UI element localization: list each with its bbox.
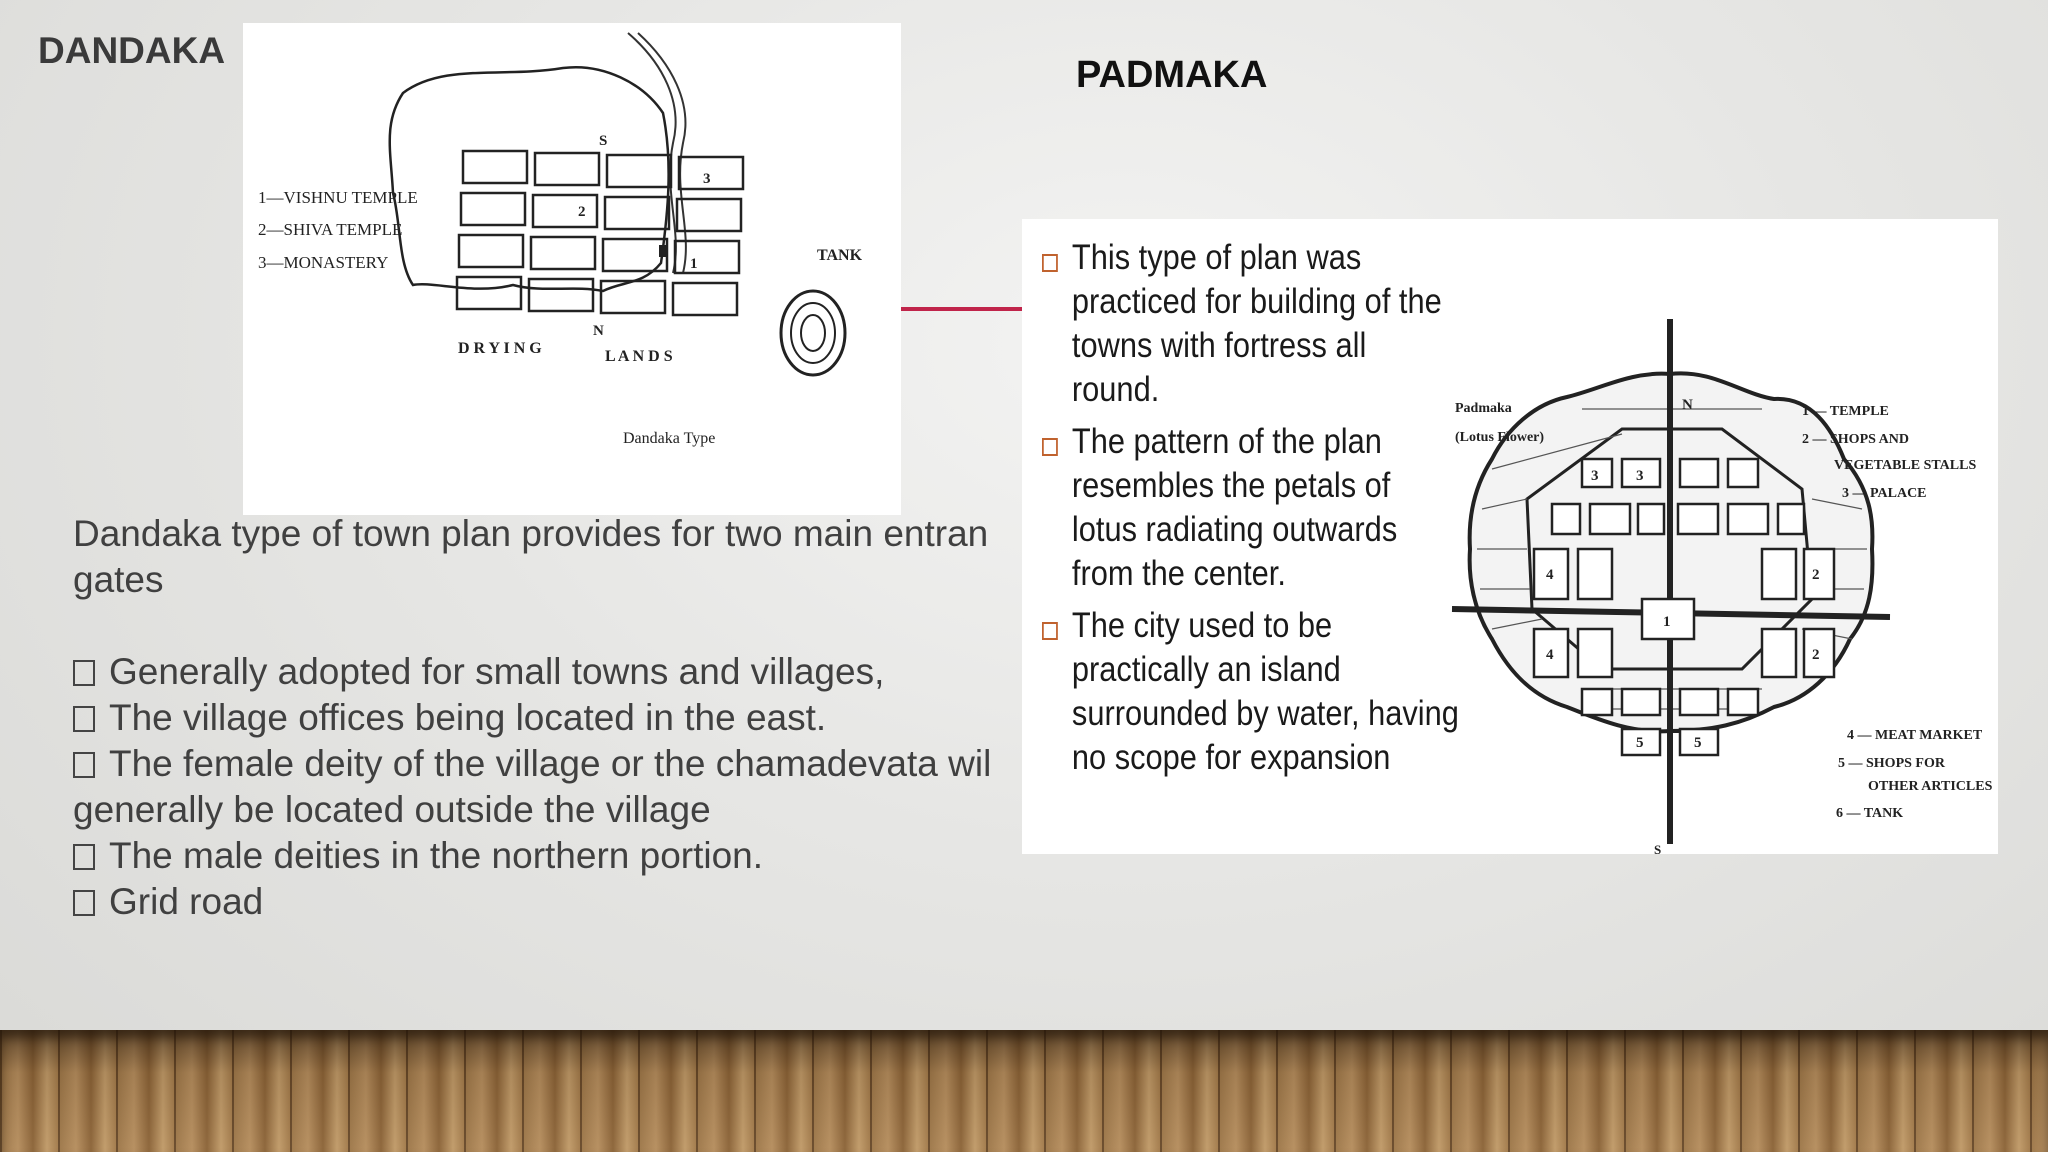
padmaka-number: 3 (1636, 468, 1644, 484)
legend-line-3: 3—MONASTERY (258, 253, 389, 272)
block-number-3: 3 (703, 171, 711, 187)
tank-label: TANK (817, 247, 863, 264)
legend-line-2: 2—SHIVA TEMPLE (258, 220, 403, 239)
bullet-continuation: generally be located outside the village (73, 789, 711, 830)
connector-line (901, 307, 1022, 311)
square-bullet-icon (1042, 438, 1058, 456)
padmaka-legend-2b: VEGETABLE STALLS (1834, 458, 1977, 473)
padmaka-legend-6: 6 — TANK (1836, 806, 1904, 821)
padmaka-legend-5: 5 — SHOPS FOR (1838, 756, 1945, 771)
padmaka-number: 5 (1636, 735, 1644, 751)
padmaka-title: PADMAKA (1076, 54, 1268, 96)
bullet-item: The village offices being located in the east. (73, 695, 1023, 741)
padmaka-number: 4 (1546, 647, 1554, 663)
padmaka-bullet: The pattern of the plan resembles the petals of lotus radiating outwards from the center. (1042, 420, 1459, 596)
padmaka-number: 4 (1546, 567, 1554, 583)
padmaka-figure-subtitle: (Lotus Flower) (1455, 430, 1545, 445)
intro-line-1: Dandaka type of town plan provides for two main entran (73, 513, 989, 554)
lands-label: L A N D S (605, 348, 673, 365)
padmaka-figure-title: Padmaka (1455, 401, 1512, 416)
padmaka-number: 1 (1663, 614, 1671, 630)
legend-line-1: 1—VISHNU TEMPLE (258, 188, 418, 207)
padmaka-number: 3 (1591, 468, 1599, 484)
padmaka-number: 5 (1694, 735, 1702, 751)
missing-glyph-icon (73, 752, 95, 778)
bullet-item: Generally adopted for small towns and villages, (73, 649, 1023, 695)
dandaka-caption: Dandaka Type (623, 430, 716, 447)
padmaka-legend-4: 4 — MEAT MARKET (1847, 728, 1983, 743)
dandaka-plan-drawing (243, 23, 901, 515)
missing-glyph-icon (73, 706, 95, 732)
padmaka-bullet: This type of plan was practiced for building of the towns with fortress all round. (1042, 236, 1459, 412)
padmaka-legend-1: 1 — TEMPLE (1802, 404, 1889, 419)
intro-line-2: gates (73, 559, 164, 600)
block-number-1: 1 (690, 256, 698, 272)
missing-glyph-icon (73, 890, 95, 916)
padmaka-number: 2 (1812, 567, 1820, 583)
block-number-2: 2 (578, 204, 586, 220)
padmaka-bullet: The city used to be practically an island surrounded by water, having no scope for expansion (1042, 604, 1459, 780)
north-label: N (593, 323, 604, 339)
padmaka-north-label: N (1682, 397, 1693, 413)
padmaka-number: 2 (1812, 647, 1820, 663)
square-bullet-icon (1042, 254, 1058, 272)
padmaka-south-label: S (1654, 842, 1662, 854)
dandaka-plan-image (243, 23, 901, 515)
drying-label: D R Y I N G (458, 340, 542, 357)
padmaka-description (1042, 236, 1459, 788)
padmaka-legend-2: 2 — SHOPS AND (1802, 432, 1909, 447)
padmaka-legend-3: 3 — PALACE (1842, 486, 1927, 501)
dandaka-title: DANDAKA (38, 30, 226, 71)
bullet-item: The male deities in the northern portion. (73, 833, 1023, 879)
padmaka-legend-5b: OTHER ARTICLES (1868, 779, 1993, 794)
bullet-item: The female deity of the village or the chamadevata wil (73, 741, 1023, 787)
missing-glyph-icon (73, 844, 95, 870)
south-label: S (599, 133, 608, 149)
dandaka-description (73, 511, 1023, 925)
bullet-item: Grid road (73, 879, 1023, 925)
floor-shadow (0, 1030, 2048, 1152)
missing-glyph-icon (73, 660, 95, 686)
square-bullet-icon (1042, 622, 1058, 640)
